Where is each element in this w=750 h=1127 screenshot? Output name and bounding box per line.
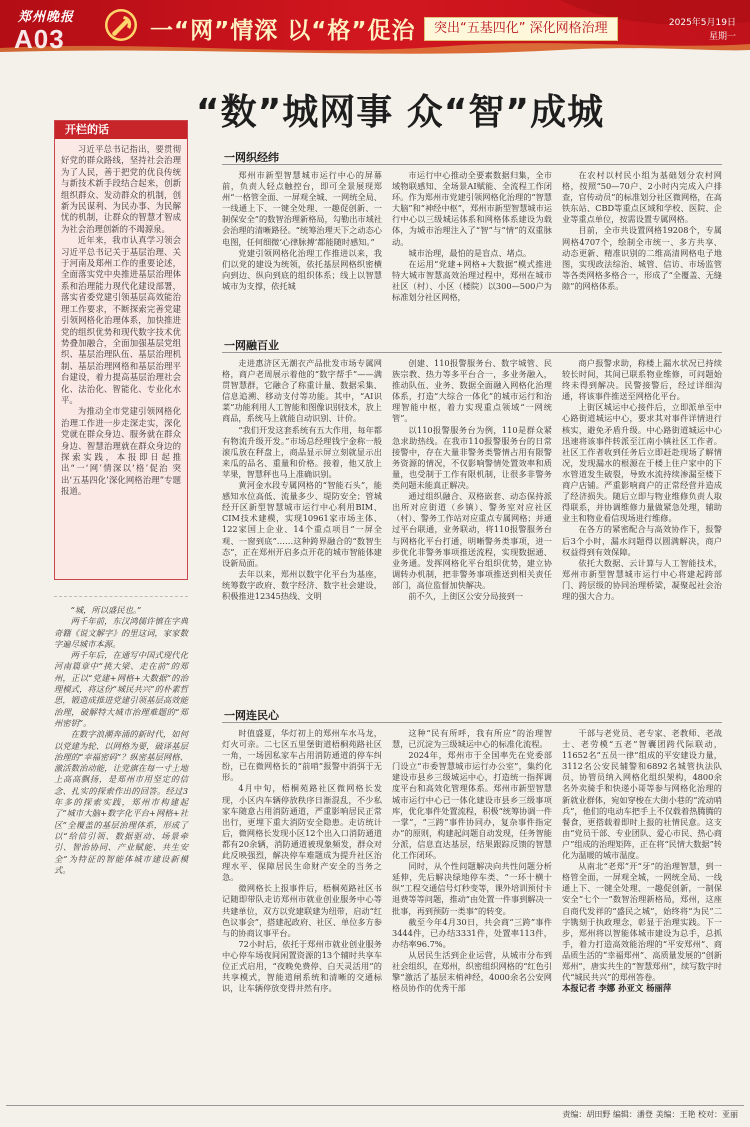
issue-date: 2025年5月19日 bbox=[668, 18, 736, 28]
section-rule bbox=[222, 164, 722, 165]
issue-weekday: 星期一 bbox=[708, 32, 736, 42]
paragraph: 从南北“老郑”开“牙”的治理智慧，到一格管全面，一屏观全城，一网统全局、一线通上下、一键全处理、一趣促创新，一制保安全“七个一”数智治理新格局，郑州，这座自商代发祥的“盛民之城”，始终将“为民”二字镌刻于执政理念，彰显于治理实践。下一步，郑州将以智能体城市建设为总手，总抓手，着力打造高效能治理的“平安郑州”、商品质生活的“幸福郑州”、高质量发展的“创新郑州”，唐实共生的“智慧郑州”，续写数字时代“城民共兴”的郑州答卷。 bbox=[562, 861, 722, 983]
paragraph: 郑州市新型智慧城市运行中心的屏幕前，负责人轻点触控台，即可全景展现郑州“一格管全面、一屏观全城、一网统全局、一线通上下、一键全处理、一趣促创新、一制保安全”的数智治理新格局，勾勒出市域社会治理的清晰路径。“统筹治理天下之动态心电图，任何细微‘心律脉搏’都能随时感知。” bbox=[222, 170, 382, 247]
essay-paragraph: “城，所以盛民也。” bbox=[70, 605, 142, 615]
paragraph: 在运用“党建+网格+大数据”模式推进特大城市智慧高效治理过程中，郑州在城市社区（村）、小区（楼院）以300—500户为标准划分社区网格， bbox=[392, 258, 552, 303]
footer-rule bbox=[6, 1105, 744, 1106]
editorial-title: 开栏的话 bbox=[65, 123, 109, 136]
section-columns bbox=[222, 358, 722, 704]
paragraph: 微网格长上报事件后，梧桐苑路社区书记随即带队走访郑州市就业创业服务中心等共建单位，双方以党建联建为纽带，启动“红色议事会”，搭建起政府、社区、单位多方参与的协商议事平台。 bbox=[222, 883, 382, 938]
sidebar-essay bbox=[54, 596, 188, 1035]
party-emblem-icon bbox=[104, 8, 138, 42]
editorial-paragraph: 近年来，我市认真学习领会习近平总书记关于基层治理、关于河南及郑州工作的重要论述，全面落实党中央推进基层治理体系和治理能力现代化建设部署，落实省委党建引领基层高效能治理工作要求，不断探索完善党建引领网格化治理体系，加快推进党的组织优势和现代数字技术优势叠加融合，全面加强基层党组织、基层治理队伍、基层治理机制、基层治理网格和基层治理平台建设，着力提高基层治理社会化、法治化、智能化、专业化水平。 bbox=[61, 235, 181, 405]
section-rule bbox=[222, 352, 722, 353]
editorial-box bbox=[54, 120, 188, 580]
paragraph: 在农村以村民小组为基础划分农村网格，按照“50—70户、2小时内完成入户排查，官传动员”的标准划分社区微网格，在高铁东站、CBD等重点区域和学校、医院、企业等重点单位，按需设置专属网格。 bbox=[562, 170, 722, 225]
paragraph: 时值盛夏，华灯初上的郑州车水马龙，灯火可亲。二七区五里堡街道梧桐苑路社区一角，一场因私家车占用消防通道的停车纠纷，已在微网格长的“前哨”报警中消弭于无形。 bbox=[222, 728, 382, 783]
paragraph: 上街区城运中心接件后，立即派单至中心路街道城运中心，要求其对事件详情进行核实，避免矛盾升级。中心路街道城运中心迅速将该事件转派至江南小镇社区工作者。社区工作者收到任务后立即赶赴现场了解情况，发现漏水的根源在于楼上住户家中的下水管道发生破裂，导致水流持续渗漏至楼下商户店铺。严重影响商户的正常经营并造成了经济损失。随后立即与物业维修负责人取得联系，并协调维修力量做紧急处理，辅助业主和物业看信现场进行维修。 bbox=[562, 402, 722, 524]
paragraph: 这种“民有所呼，我有所应”的治理智慧，已沉淀为三级城运中心的标准化流程。 bbox=[392, 728, 552, 750]
paper-name: 郑州晚报 bbox=[18, 10, 75, 25]
essay-paragraph: 两千年后，在通写中国式现代化河南篇章中“挑大梁、走在前”的郑州，正以“党建+网格+大数据”的治理模式，将这份“城民共兴”的朴素哲思，锻造成推进党建引领基层高效能治理，破解特大城市治理难题的“郑州密钥”。 bbox=[54, 650, 188, 728]
paragraph: 以110报警服务台为例，110是群众紧急求助热线。在我市110报警服务台的日常接警中，存在大量非警务类警情占用有限警务资源的情况，不仅影响警情处置效率和质量，也受制于工作有限机制，让很多非警务类问题未能真正解决。 bbox=[392, 424, 552, 491]
editor-credits: 责编：胡田野 编辑：潘登 美编：王艳 校对：亚丽 bbox=[562, 1110, 738, 1119]
headline: “数”城网事 众“智”成城 bbox=[195, 92, 605, 133]
paragraph: 前不久，上街区公安分局接到一 bbox=[408, 590, 524, 601]
paragraph: 72小时后，依托于郑州市就业创业服务中心停车场夜间闲置资源的13个辅时共享车位正式启用，“夜晚免费停、白天灵活用”的共享模式，智能道闸系统和清晰的交通标识，让车辆停放变得井然有序。 bbox=[222, 938, 382, 994]
text-column bbox=[562, 728, 722, 1100]
text-column bbox=[392, 358, 552, 704]
paragraph: “我们开发这套系统有五大作用，每年都有物流升级开发。”市场总经理钱宁金称一般滚瓜放在秤盘上，商品显示屏立刻就显示出来瓜的品名、重量和价格。接着，他又放上苹果，智慧秤也马上准确识别。 bbox=[222, 424, 382, 479]
section-title: 一网织经纬 bbox=[224, 151, 279, 164]
paragraph: 黄河金水段专属网格的“智能石头”，能感知水位高低、流量多少、堤防安全；管城经开区新型智慧城市运行中心利用BIM、CIM技术建模，实现10961家市场主体、122家国上企业、14个重点项目“一屏全观、一窗到底”……这种跨界融合的“数智生态”，正在郑州开启多点开花的城市智能体建设新局面。 bbox=[222, 480, 382, 568]
essay-paragraph: 在数字浪潮奔涌的新时代，如何以党建为轮、以网格为要，破译基层治理的“幸福密码”？纵密基层网格、激活数治动能，让党旗在每一寸土地上高高飘扬，是郑州市用坚定的信念、扎实的探索作出的回答。经过3年多的探索实践，郑州市构建起了“城市大脑+数字化平台+网格+社区”全覆盖的基层治理体系，形成了以“给信引领、数据驱动、场景牵引、智治协同、产业赋能、共生安全”为特征的智能体城市建设新模式。 bbox=[54, 729, 188, 875]
paragraph: 通过组织融合、双格嵌套、动态保持派出所对应街道（乡镇）、警务室对应社区（村）、警务工作站对应重点专属网格；并通过平台联通，业务联动，将110报警服务台与网格化平台打通，明晰警务类事项，进一步优化非警务事项推送流程，实现数据通、业务通。发挥网格化平台组织优势，建立协调转办机制，把非警务事项推送到相关责任部门，高位监督加快解决。 bbox=[392, 491, 552, 590]
paragraph: 创建、110报警服务台、数字城管、民族宗教、热力等多平台合一，多业务融入，推动队伍、业务、数据全面融入网格化治理体系，打造“大综合一体化”的城市运行和治理智能中枢，着力实现重点领域“一网统管”。 bbox=[392, 358, 552, 424]
section-columns bbox=[222, 170, 722, 342]
issue-date-block bbox=[669, 16, 736, 44]
left-sidebar bbox=[54, 120, 188, 1035]
text-column bbox=[222, 170, 382, 342]
text-column bbox=[392, 170, 552, 342]
editorial-title-bar bbox=[55, 121, 187, 139]
paragraph: 4月中旬，梧桐苑路社区微网格长发现，小区内车辆停放秩序日渐混乱，不少私家车随意占用消防通道，严重影响居民正常出行，更埋下重大消防安全隐患。走访统计后，微网格长发现小区12个出入口消防通道都有20余辆，消防通道被现象频发，群众对此反映强烈，解决停车难题成为提升社区治理水平、保障居民生命财产安全的当务之急。 bbox=[222, 783, 382, 883]
paragraph: 同时，从个性问题解决向共性问题分析延伸，先后解决绿地停车类、“一环十横十纵”工程交通信号灯秒变等，课外培训预付卡退费等等问题，推动“由处置一件事到解决一批事，再到预防一类事”的转变。 bbox=[392, 861, 552, 916]
text-column bbox=[392, 728, 552, 1100]
section-heading bbox=[222, 148, 722, 166]
paragraph: 去年以来，郑州以数字化平台为基座，统筹数字政府、数字经济、数字社会建设，积极推进12345热线、文明 bbox=[222, 568, 382, 601]
paragraph: 干部与老党员、老专家、老教师、老战士、老劳模“五老”智囊团跨代际联动，11652名“五员一律”组成的平安建设力量，3112名公安民辅警和6892名城管执法队员，协管员纳入网格化组织架构，4800余名外卖骑手和快递小哥等参与网格化治理的新就业群体，宛如穿梭在大街小巷的“流动哨兵”，他们的电动车把手上不仅载着热腾腾的餐食，更搭载着即时上报的社情民意。这支由“党员干部、专业团队、爱心市民、热心商户”组成的治理矩阵，正在将“民情大数据”转化为温暖的城市温度。 bbox=[562, 728, 722, 861]
editorial-paragraph: 为推动全市党建引领网格化治理工作进一步走深走实，深化党就在群众身边、服务就在群众身边、智慧治理就在群众身边的探索实践，本报即日起推出“一‘网’情深以‘格’促治 突出‘五基四化’深化网格治理”专题报道。 bbox=[61, 406, 181, 497]
paragraph: 市运行中心推动全要素数据归集，全市域物联感知、全场景AI赋能、全流程工作闭环。作为郑州市党建引领网格化治理的“智慧大脑”和“神经中枢”，郑州市新型智慧城市运行中心以三级城运体系和网格体系建设为载体，为城市治理注入了“智”与“情”的双重脉动。 bbox=[392, 170, 552, 247]
text-column bbox=[562, 170, 722, 342]
paragraph: 走进惠济区无潮衣产品批发市场专属网格，商户老周展示着他的“数字帮手”——满贯智慧群，它融合了称重计量、数据采集、信息追溯、移动支付等功能。其中，“AI识菜”功能利用人工智能和图像识别技术，放上商品，系统马上就能自动识别、计价。 bbox=[222, 358, 382, 424]
section-network-weave bbox=[222, 148, 722, 348]
section-heading bbox=[222, 706, 722, 724]
paragraph: 依托大数据、云计算与人工智能技术，郑州市新型智慧城市运行中心将建起跨部门、跨层级的协同治理桥梁，凝聚起社会治理的强大合力。 bbox=[562, 557, 722, 601]
paragraph: 商户报警求助，称楼上漏水状况已持续较长时间，其间已联系物业维修，可问题始终未得到解决。民警接警后，经过详细沟通，将该事件推送至网格化平台。 bbox=[562, 358, 722, 402]
section-title: 一网连民心 bbox=[224, 709, 279, 722]
section-heading bbox=[222, 336, 722, 354]
section-columns bbox=[222, 728, 722, 1100]
essay-paragraph: 两千年前，东汉鸿儒许慎在字典奇籍《说文解字》的里这词，家家数字遍尽城市本源。 bbox=[54, 616, 188, 649]
paragraph: 从居民生活到企业运营，从城市分布到社会组织，在郑州，织密组织网格的“红色引擎”激活了基层末梢神经，4000余名公安网格员协作的优秀干部 bbox=[392, 949, 552, 994]
paragraph: 目前，全市共设置网格19208个，专属网格4707个，绘制全市统一、多方共享、动态更新、精准识别的二维高清网格电子地图，实现政法综治、城管、信访、市场监管等各类网格多格合一，形成了“全覆盖、无缝隙”的网格体系。 bbox=[562, 225, 722, 291]
text-column bbox=[222, 358, 382, 704]
page-number: A03 bbox=[14, 24, 65, 54]
section-rule bbox=[222, 722, 722, 723]
masthead bbox=[0, 0, 750, 56]
section-title: 一网融百业 bbox=[224, 339, 279, 352]
text-column bbox=[222, 728, 382, 1100]
paragraph: 城市治理，最怕的是盲点、堵点。 bbox=[408, 247, 532, 258]
editorial-paragraph: 习近平总书记指出，要贯彻好党的群众路线，坚持社会治理为了人民，善于把党的优良传统与新技术新手段结合起来，创新组织群众、发动群众的机制，创新为民谋利、为民办事、为民解忧的机制，让群众的智慧才智成为社会治理创新的不竭源泉。 bbox=[61, 144, 181, 234]
paragraph: 党建引领网格化治理工作推进以来，我们以党的建设为统领，依托基层网格织密横向到边、纵向到底的组织体系；线上以智慧城市为支撑，依托城 bbox=[222, 247, 382, 291]
banner-slogan: 一“网”情深 以“格”促治 bbox=[150, 18, 416, 44]
section-network-industries bbox=[222, 336, 722, 706]
reporter-byline: 本报记者 李娜 孙亚文 杨丽萍 bbox=[562, 983, 672, 994]
editorial-body bbox=[55, 139, 187, 498]
section-network-hearts bbox=[222, 706, 722, 1101]
column-tag: 突出“五基四化” 深化网格治理 bbox=[424, 17, 618, 41]
paragraph: 截至今年4月30日，共会商“三跨”事件3444件，已办结3331件，处置率113件，办结率96.7%。 bbox=[392, 916, 552, 949]
text-column bbox=[562, 358, 722, 704]
paragraph: 在各方的紧密配合与高效协作下，报警后3个小时，漏水问题得以圆满解决，商户权益得到有效保障。 bbox=[562, 524, 722, 557]
paragraph: 2024年，郑州市于全国率先在党委部门设立“市委智慧城市运行办公室”，集约化建设市县乡三级城运中心，打造统一指挥调度平台和高效化管理体系。郑州市新型智慧城市运行中心已一体化建设市县乡三级事项库，优化事件处置流程，积极“统筹协调一件一掌”，“三跨”事件协同办，复杂事件指定办”的原则，构建起问题自动发现，任务智能分派，信息直达基层，结果跟踪反馈的智慧化工作闭环。 bbox=[392, 750, 552, 861]
